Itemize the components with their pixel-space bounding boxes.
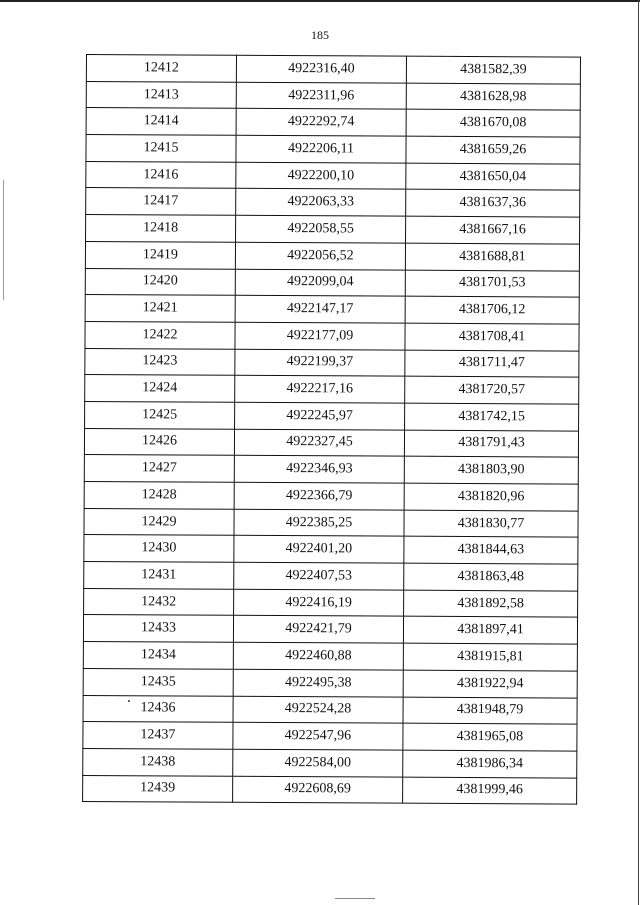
y-coordinate-cell: 4381711,47	[405, 350, 579, 378]
point-number-cell: 12416	[86, 161, 236, 188]
y-coordinate-cell: 4381688,81	[405, 243, 579, 271]
table-row	[84, 508, 578, 537]
point-number-cell: 12430	[84, 535, 234, 562]
y-coordinate-cell: 4381922,94	[403, 670, 577, 698]
point-number-cell: 12434	[83, 642, 233, 669]
point-number-cell: 12422	[85, 321, 235, 348]
table-row	[85, 375, 579, 404]
y-coordinate-cell: 4381986,34	[403, 750, 577, 778]
x-coordinate-cell: 4922524,28	[233, 696, 403, 724]
point-number-cell: 12426	[84, 428, 234, 455]
x-coordinate-cell: 4922584,00	[233, 749, 403, 777]
page-top-edge	[0, 0, 640, 2]
x-coordinate-cell: 4922495,38	[233, 669, 403, 697]
table-row	[85, 321, 579, 350]
table-row	[84, 455, 578, 484]
y-coordinate-cell: 4381897,41	[403, 617, 577, 645]
y-coordinate-cell: 4381650,04	[406, 163, 580, 191]
table-row	[85, 348, 579, 377]
point-number-cell: 12431	[84, 562, 234, 589]
point-number-cell: 12436	[83, 695, 233, 722]
y-coordinate-cell: 4381667,16	[406, 216, 580, 244]
point-number-cell: 12427	[84, 455, 234, 482]
point-number-cell: 12414	[86, 108, 236, 135]
table-row	[84, 535, 578, 564]
point-number-cell: 12420	[85, 268, 235, 295]
y-coordinate-cell: 4381803,90	[404, 456, 578, 484]
point-number-cell: 12425	[85, 401, 235, 428]
x-coordinate-cell: 4922366,79	[234, 482, 404, 510]
y-coordinate-cell: 4381701,53	[405, 270, 579, 298]
table-row	[84, 562, 578, 591]
table-row	[83, 775, 577, 804]
table-row	[83, 722, 577, 751]
table-row	[84, 481, 578, 510]
x-coordinate-cell: 4922147,17	[235, 295, 405, 323]
x-coordinate-cell: 4922199,37	[235, 349, 405, 377]
table-row	[86, 161, 580, 190]
x-coordinate-cell: 4922056,52	[235, 242, 405, 270]
table-row	[83, 748, 577, 777]
point-number-cell: 12437	[83, 722, 233, 749]
x-coordinate-cell: 4922063,33	[236, 189, 406, 217]
x-coordinate-cell: 4922099,04	[235, 269, 405, 297]
x-coordinate-cell: 4922311,96	[236, 82, 406, 110]
point-number-cell: 12432	[84, 588, 234, 615]
y-coordinate-cell: 4381965,08	[403, 723, 577, 751]
x-coordinate-cell: 4922177,09	[235, 322, 405, 350]
x-coordinate-cell: 4922416,19	[234, 589, 404, 617]
table-row	[86, 188, 580, 217]
point-number-cell: 12428	[84, 481, 234, 508]
point-number-cell: 12419	[85, 241, 235, 268]
table-row	[85, 241, 579, 270]
point-number-cell: 12429	[84, 508, 234, 535]
x-coordinate-cell: 4922206,11	[236, 135, 406, 163]
y-coordinate-cell: 4381637,36	[406, 190, 580, 218]
point-number-cell: 12439	[83, 775, 233, 802]
x-coordinate-cell: 4922547,96	[233, 722, 403, 750]
y-coordinate-cell: 4381999,46	[403, 777, 577, 805]
point-number-cell: 12423	[85, 348, 235, 375]
x-coordinate-cell: 4922200,10	[236, 162, 406, 190]
coordinates-table-body	[83, 55, 581, 805]
y-coordinate-cell: 4381628,98	[406, 83, 580, 111]
point-number-cell: 12438	[83, 748, 233, 775]
page-right-edge	[638, 0, 639, 905]
x-coordinate-cell: 4922346,93	[234, 456, 404, 484]
table-row	[86, 215, 580, 244]
point-number-cell: 12424	[85, 375, 235, 402]
point-number-cell: 12412	[86, 55, 236, 82]
y-coordinate-cell: 4381844,63	[404, 537, 578, 565]
y-coordinate-cell: 4381791,43	[404, 430, 578, 458]
x-coordinate-cell: 4922058,55	[236, 215, 406, 243]
y-coordinate-cell: 4381670,08	[406, 110, 580, 138]
page-number: 185	[311, 28, 329, 42]
table-row	[84, 428, 578, 457]
x-coordinate-cell: 4922407,53	[234, 562, 404, 590]
table-row	[86, 55, 580, 84]
point-number-cell: 12433	[83, 615, 233, 642]
y-coordinate-cell: 4381915,81	[403, 643, 577, 671]
y-coordinate-cell: 4381892,58	[404, 590, 578, 618]
y-coordinate-cell: 4381742,15	[405, 403, 579, 431]
y-coordinate-cell: 4381948,79	[403, 697, 577, 725]
y-coordinate-cell: 4381820,96	[404, 483, 578, 511]
table-row	[86, 135, 580, 164]
y-coordinate-cell: 4381582,39	[406, 56, 580, 84]
table-row	[83, 642, 577, 671]
x-coordinate-cell: 4922460,88	[233, 642, 403, 670]
x-coordinate-cell: 4922292,74	[236, 109, 406, 137]
y-coordinate-cell: 4381659,26	[406, 136, 580, 164]
point-number-cell: 12415	[86, 135, 236, 162]
y-coordinate-cell: 4381708,41	[405, 323, 579, 351]
x-coordinate-cell: 4922217,16	[235, 376, 405, 404]
x-coordinate-cell: 4922608,69	[233, 776, 403, 804]
x-coordinate-cell: 4922316,40	[236, 55, 406, 83]
table-row	[83, 668, 577, 697]
table-row	[85, 268, 579, 297]
table-row	[83, 615, 577, 644]
table-row	[84, 588, 578, 617]
x-coordinate-cell: 4922401,20	[234, 536, 404, 564]
point-number-cell: 12417	[86, 188, 236, 215]
y-coordinate-cell: 4381720,57	[405, 376, 579, 404]
x-coordinate-cell: 4922327,45	[234, 429, 404, 457]
table-row	[83, 695, 577, 724]
point-number-cell: 12413	[86, 81, 236, 108]
point-number-cell: 12421	[85, 295, 235, 322]
y-coordinate-cell: 4381706,12	[405, 296, 579, 324]
x-coordinate-cell: 4922421,79	[233, 616, 403, 644]
table-row	[86, 81, 580, 110]
coordinates-table	[82, 54, 581, 805]
point-number-cell: 12435	[83, 668, 233, 695]
y-coordinate-cell: 4381830,77	[404, 510, 578, 538]
scan-bottom-mark	[335, 898, 375, 899]
table-row	[85, 295, 579, 324]
table-row	[85, 401, 579, 430]
x-coordinate-cell: 4922385,25	[234, 509, 404, 537]
x-coordinate-cell: 4922245,97	[235, 402, 405, 430]
table-row	[86, 108, 580, 137]
y-coordinate-cell: 4381863,48	[404, 563, 578, 591]
point-number-cell: 12418	[86, 215, 236, 242]
scan-margin-mark	[3, 180, 4, 300]
